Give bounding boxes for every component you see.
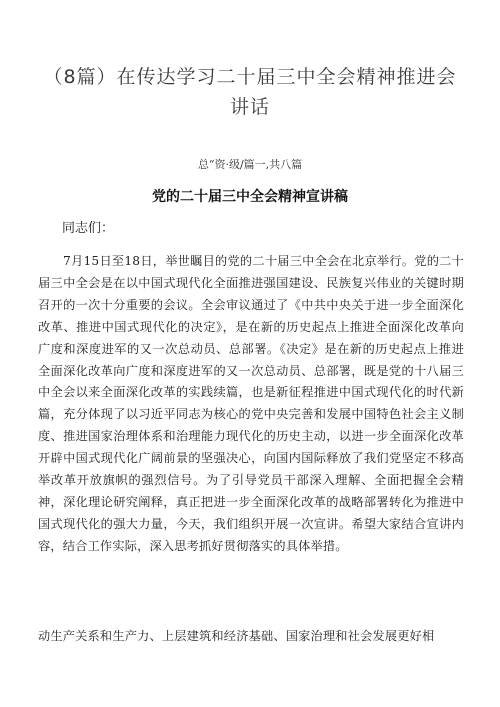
article-meta: 总“资·级/篇一,共八篇 <box>197 158 303 171</box>
body-paragraph-continued: 动生产关系和生产力、上层建筑和经济基础、国家治理和社会发展更好相 <box>38 629 435 643</box>
salutation: 同志们： <box>62 221 115 236</box>
section-title: 党的二十届三中全会精神宣讲稿 <box>152 189 348 205</box>
document-title: （8篇）在传达学习二十届三中全会精神推进会讲话 <box>43 66 457 118</box>
body-paragraph: 7月15日至18日，举世瞩目的党的二十届三中全会在北京举行。党的二十届三中全会是在以中国式现代化全面推进强国建设、民族复兴伟业的关键时期召开的一次十分重要的会议。全会审议通过了《中共中央关于进一步全面深化改革、推进中国式现代化的决定》，是在新的历史起点上推进全面深化改革向广度和深度进军的又一次总动员、总部署。《决定》是在新的历史起点上推进全面深化改革向广度和深度进军的又一次总动员、总部署，既是党的十八届三中全会以来全面深化改革的实践续篇，也是新征程推进中国式现代化的时代新篇，充分体现了以习近平同志为核心的党中央完善和发展中国特色社会主义制度、推进国家治理体系和治理能力现代化的历史主动，以进一步全面深化改革开辟中国式现代化广阔前景的坚强决心，向国内国际释放了我们党坚定不移高举改革开放旗帜的强烈信号。为了引导党员干部深入理解、全面把握全会精神，深化理论研究阐释，真正把进一步全面深化改革的战略部署转化为推进中国式现代化的强大力量，今天，我们组织开展一次宣讲。希望大家结合宣讲内容，结合工作实际，深入思考抓好贯彻落实的具体举措。 <box>38 254 464 553</box>
